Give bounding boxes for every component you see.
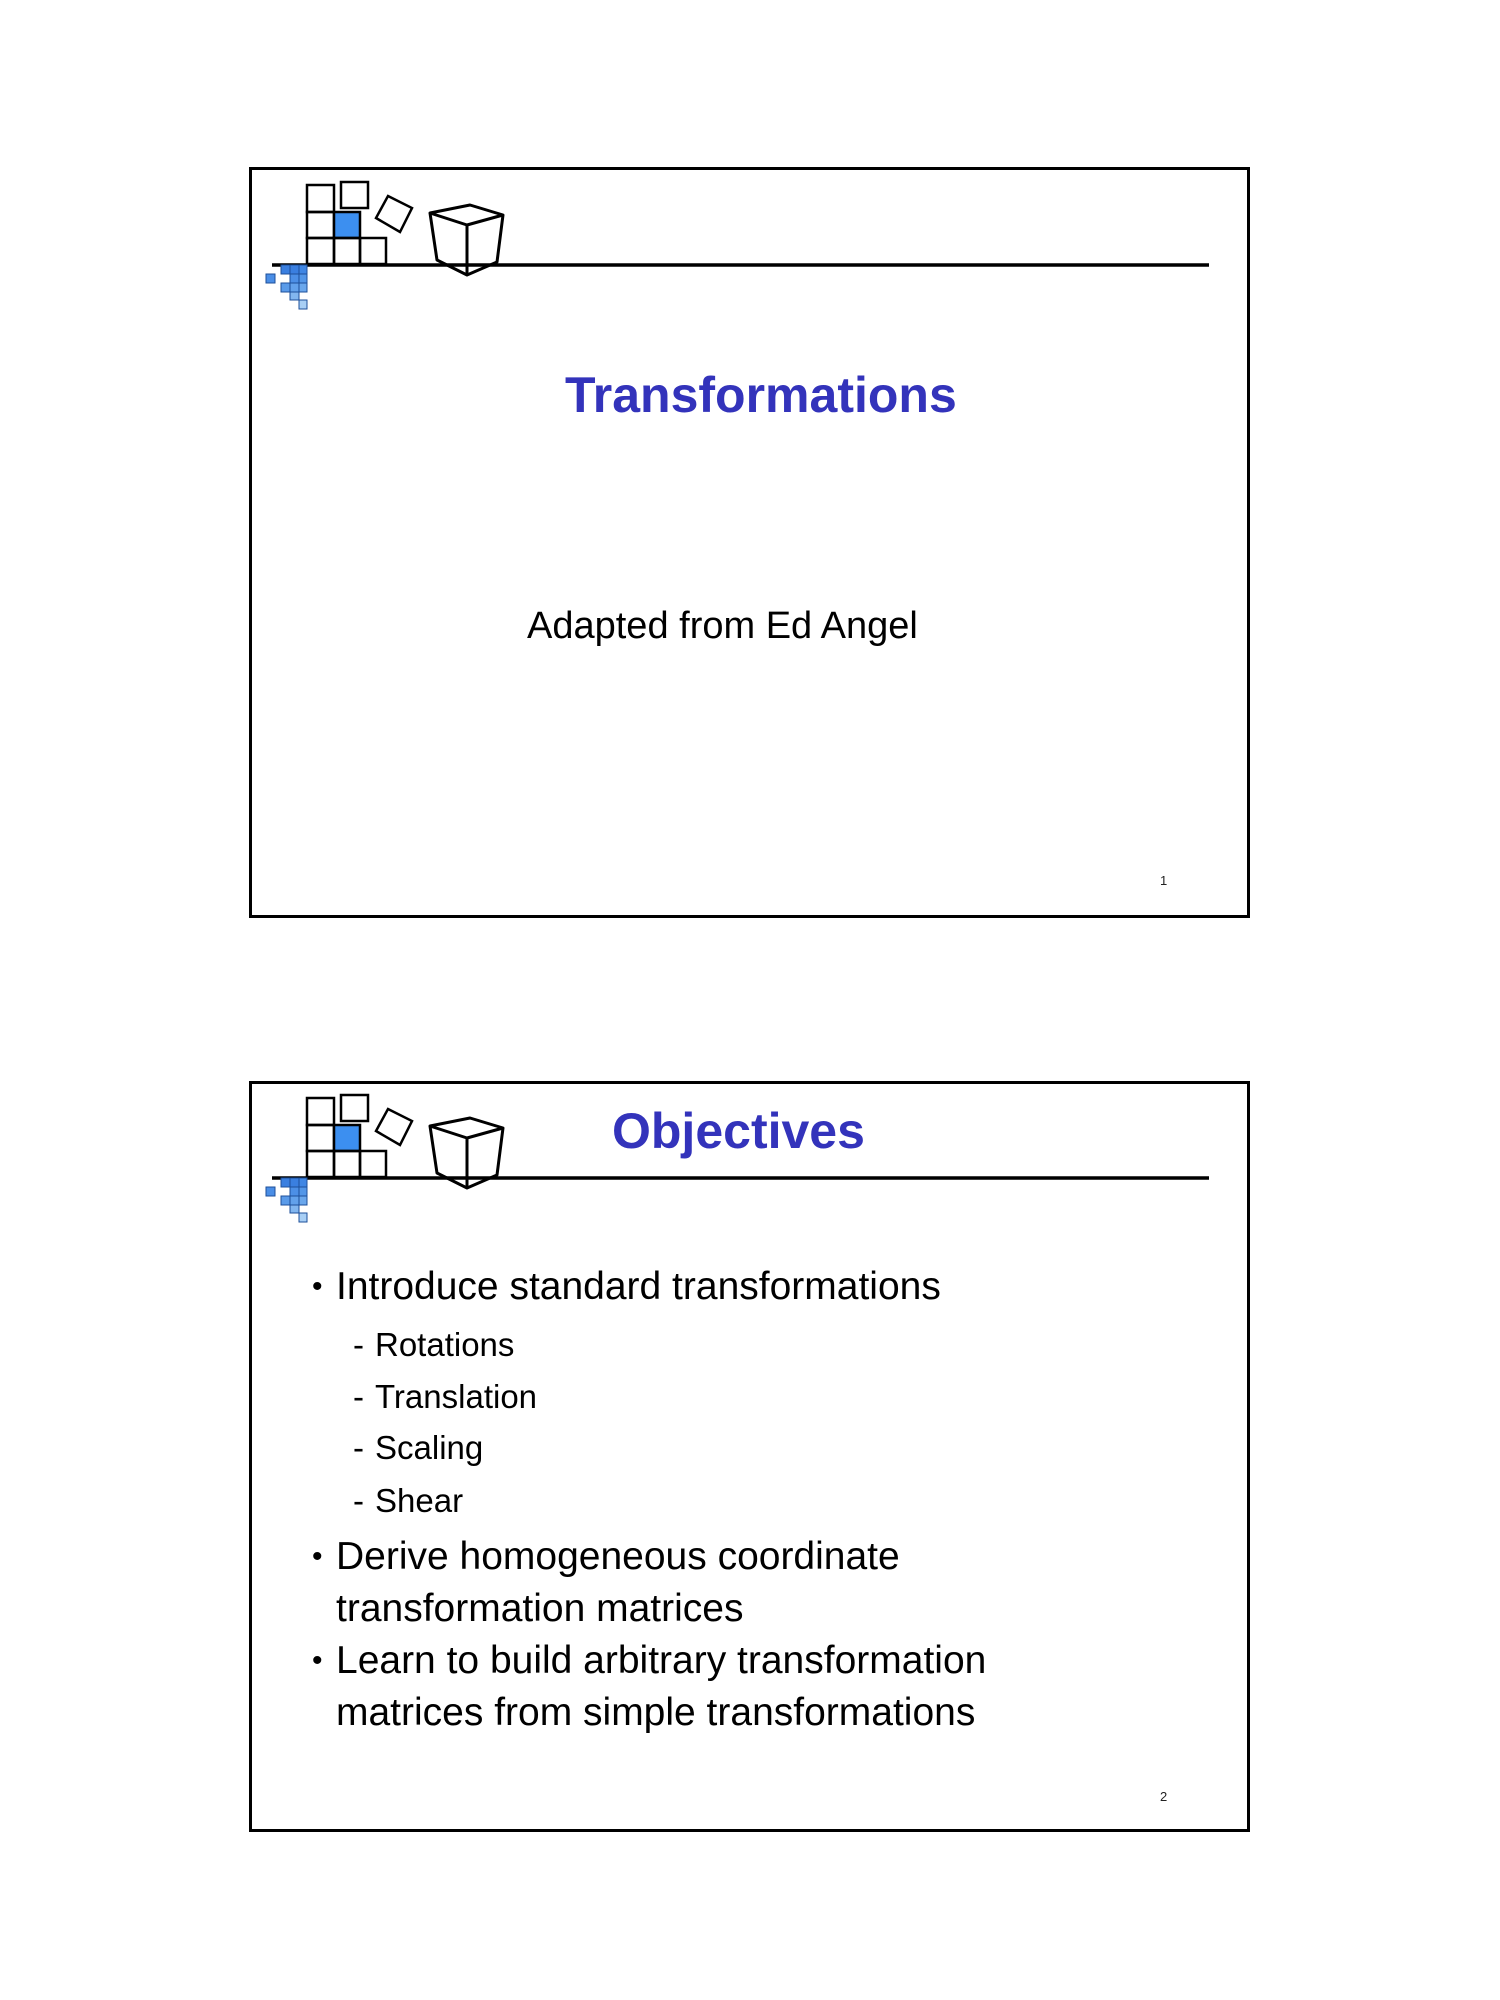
grid-squares-icon — [307, 1095, 386, 1177]
bullet-text: Introduce standard transformations — [336, 1265, 941, 1308]
sub-item-marker: - — [353, 1482, 364, 1519]
slide-1 — [249, 167, 1250, 918]
grid-squares-icon — [307, 182, 386, 264]
cube-icon — [430, 1118, 503, 1188]
bullet-marker: • — [312, 1540, 323, 1573]
slide-subtitle: Adapted from Ed Angel — [527, 605, 918, 647]
bullet-text-line-2: transformation matrices — [336, 1587, 744, 1630]
pixel-squares-icon — [266, 1178, 307, 1222]
bullet-item — [312, 1635, 986, 1739]
sub-item-text: Translation — [375, 1378, 538, 1415]
slide-header-decoration — [252, 170, 1247, 330]
sub-item-text: Rotations — [375, 1326, 515, 1363]
sub-item-rotations — [353, 1319, 514, 1371]
sub-item-text: Shear — [375, 1482, 464, 1519]
sub-item-marker: - — [353, 1378, 364, 1415]
bullet-text-line-1: Derive homogeneous coordinate — [336, 1535, 900, 1578]
bullet-marker: • — [312, 1644, 323, 1677]
tilted-square-icon — [376, 196, 412, 232]
bullet-item — [312, 1531, 900, 1635]
slide-title: Objectives — [612, 1103, 865, 1159]
page-number: 1 — [1160, 873, 1168, 888]
slide-title: Transformations — [565, 367, 957, 423]
sub-item-shear — [353, 1475, 463, 1527]
sub-item-marker: - — [353, 1429, 364, 1466]
sub-item-scaling — [353, 1422, 483, 1474]
pixel-squares-icon — [266, 265, 307, 309]
cube-icon — [430, 205, 503, 275]
sub-item-text: Scaling — [375, 1429, 484, 1466]
tilted-square-icon — [376, 1109, 412, 1145]
bullet-text-line-2: matrices from simple transformations — [336, 1691, 976, 1734]
page-number: 2 — [1160, 1789, 1168, 1804]
sub-item-marker: - — [353, 1326, 364, 1363]
slide-2 — [249, 1081, 1250, 1832]
bullet-item — [312, 1261, 941, 1313]
bullet-marker: • — [312, 1270, 323, 1303]
bullet-text-line-1: Learn to build arbitrary transformation — [336, 1639, 987, 1682]
sub-item-translation — [353, 1371, 537, 1423]
